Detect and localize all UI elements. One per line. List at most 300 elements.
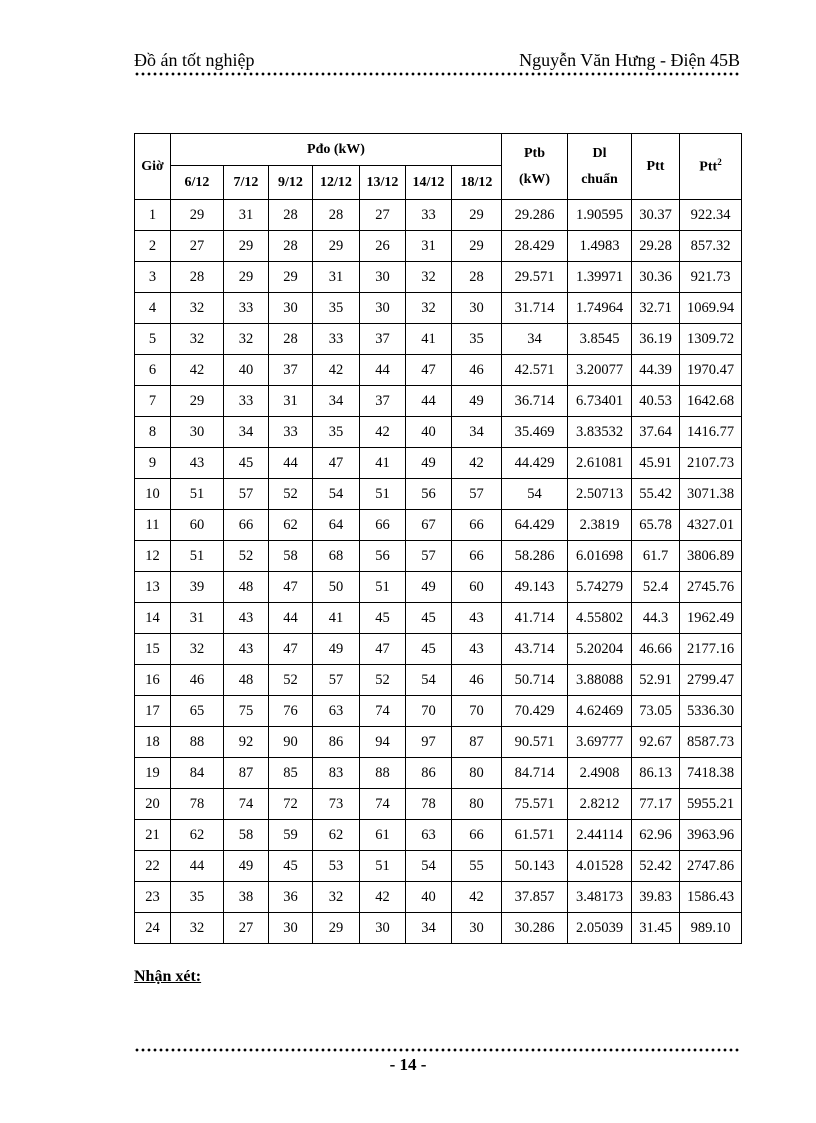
table-cell: 51 [360, 479, 406, 510]
table-row [135, 727, 742, 758]
table-cell: 1.4983 [568, 231, 632, 262]
table-cell: 41 [360, 448, 406, 479]
table-cell: 49.143 [502, 572, 568, 603]
table-cell: 66 [452, 510, 502, 541]
table-cell: 15 [135, 634, 171, 665]
table-cell: 84 [171, 758, 224, 789]
table-cell: 48 [224, 665, 269, 696]
table-cell: 29 [224, 262, 269, 293]
table-cell: 31.714 [502, 293, 568, 324]
table-row [135, 758, 742, 789]
table-cell: 5.20204 [568, 634, 632, 665]
table-cell: 42 [313, 355, 360, 386]
table-row [135, 634, 742, 665]
table-cell: 30 [360, 262, 406, 293]
table-cell: 34 [406, 913, 452, 944]
table-cell: 77.17 [632, 789, 680, 820]
table-cell: 30.36 [632, 262, 680, 293]
table-cell: 75.571 [502, 789, 568, 820]
table-cell: 54 [313, 479, 360, 510]
table-cell: 1586.43 [680, 882, 742, 913]
table-cell: 44 [360, 355, 406, 386]
table-cell: 2.4908 [568, 758, 632, 789]
table-cell: 5336.30 [680, 696, 742, 727]
table-cell: 7418.38 [680, 758, 742, 789]
table-cell: 66 [452, 541, 502, 572]
header-ptb-line2: (kW) [518, 171, 551, 187]
table-cell: 86 [406, 758, 452, 789]
table-cell: 21 [135, 820, 171, 851]
table-cell: 1069.94 [680, 293, 742, 324]
table-row [135, 789, 742, 820]
header-ptt2-label: Ptt [699, 159, 718, 175]
table-cell: 52 [269, 479, 313, 510]
table-cell: 73 [313, 789, 360, 820]
table-cell: 2107.73 [680, 448, 742, 479]
table-cell: 43 [452, 603, 502, 634]
table-cell: 29.571 [502, 262, 568, 293]
table-cell: 1.39971 [568, 262, 632, 293]
table-cell: 42 [360, 417, 406, 448]
table-cell: 35 [452, 324, 502, 355]
table-cell: 3.83532 [568, 417, 632, 448]
table-cell: 22 [135, 851, 171, 882]
header-date: 18/12 [452, 166, 502, 200]
table-cell: 34 [502, 324, 568, 355]
table-cell: 86 [313, 727, 360, 758]
table-cell: 66 [360, 510, 406, 541]
header-dl-line2: chuẩn [581, 171, 618, 187]
table-cell: 50.143 [502, 851, 568, 882]
table-cell: 94 [360, 727, 406, 758]
table-cell: 11 [135, 510, 171, 541]
table-cell: 40.53 [632, 386, 680, 417]
table-cell: 67 [406, 510, 452, 541]
table-cell: 57 [313, 665, 360, 696]
table-cell: 5955.21 [680, 789, 742, 820]
table-cell: 54 [406, 665, 452, 696]
table-cell: 40 [406, 417, 452, 448]
table-cell: 88 [360, 758, 406, 789]
table-cell: 44 [406, 386, 452, 417]
table-cell: 52 [360, 665, 406, 696]
table-cell: 44 [171, 851, 224, 882]
table-cell: 61.7 [632, 541, 680, 572]
table-cell: 41 [406, 324, 452, 355]
table-cell: 922.34 [680, 200, 742, 231]
table-cell: 59 [269, 820, 313, 851]
table-cell: 74 [360, 789, 406, 820]
table-cell: 18 [135, 727, 171, 758]
table-cell: 29 [171, 386, 224, 417]
table-cell: 75 [224, 696, 269, 727]
table-cell: 42 [452, 448, 502, 479]
table-cell: 62.96 [632, 820, 680, 851]
header-title: Đồ án tốt nghiệp [134, 50, 255, 70]
table-cell: 6.01698 [568, 541, 632, 572]
table-cell: 42 [171, 355, 224, 386]
table-cell: 857.32 [680, 231, 742, 262]
table-row [135, 200, 742, 231]
table-cell: 4.62469 [568, 696, 632, 727]
table-cell: 90 [269, 727, 313, 758]
header-dl-line1: Dl [592, 145, 607, 161]
table-cell: 32 [171, 293, 224, 324]
table-cell: 34 [224, 417, 269, 448]
table-cell: 35 [171, 882, 224, 913]
table-cell: 37.857 [502, 882, 568, 913]
table-cell: 989.10 [680, 913, 742, 944]
table-cell: 14 [135, 603, 171, 634]
table-cell: 5.74279 [568, 572, 632, 603]
table-cell: 54 [502, 479, 568, 510]
table-row [135, 448, 742, 479]
table-cell: 7 [135, 386, 171, 417]
table-cell: 87 [224, 758, 269, 789]
table-cell: 29 [224, 231, 269, 262]
table-cell: 41.714 [502, 603, 568, 634]
table-cell: 92.67 [632, 727, 680, 758]
table-cell: 23 [135, 882, 171, 913]
table-cell: 51 [360, 572, 406, 603]
table-row [135, 262, 742, 293]
table-cell: 39.83 [632, 882, 680, 913]
table-cell: 45 [406, 634, 452, 665]
header-hour: Giờ [135, 134, 171, 200]
table-cell: 24 [135, 913, 171, 944]
header-ptt2 [680, 134, 742, 200]
table-cell: 30.37 [632, 200, 680, 231]
table-cell: 42 [360, 882, 406, 913]
table-cell: 46 [452, 355, 502, 386]
table-cell: 28.429 [502, 231, 568, 262]
header-dotted-rule [134, 72, 740, 76]
table-cell: 61 [360, 820, 406, 851]
table-cell: 49 [452, 386, 502, 417]
table-cell: 50 [313, 572, 360, 603]
table-cell: 97 [406, 727, 452, 758]
table-cell: 3071.38 [680, 479, 742, 510]
header-measured-power: Pđo (kW) [171, 134, 502, 166]
table-cell: 76 [269, 696, 313, 727]
table-cell: 62 [269, 510, 313, 541]
page-number: - 14 - [389, 1055, 427, 1074]
table-cell: 2747.86 [680, 851, 742, 882]
table-cell: 28 [269, 200, 313, 231]
table-cell: 43 [224, 603, 269, 634]
table-cell: 9 [135, 448, 171, 479]
table-cell: 47 [360, 634, 406, 665]
table-cell: 44.3 [632, 603, 680, 634]
table-cell: 30.286 [502, 913, 568, 944]
table-cell: 63 [313, 696, 360, 727]
table-cell: 30 [360, 913, 406, 944]
table-cell: 66 [224, 510, 269, 541]
table-cell: 3.48173 [568, 882, 632, 913]
header-date: 7/12 [224, 166, 269, 200]
table-cell: 27 [171, 231, 224, 262]
table-row [135, 851, 742, 882]
header-date: 9/12 [269, 166, 313, 200]
table-cell: 4327.01 [680, 510, 742, 541]
table-cell: 3806.89 [680, 541, 742, 572]
table-cell: 36 [269, 882, 313, 913]
table-cell: 31 [269, 386, 313, 417]
table-cell: 32 [171, 913, 224, 944]
table-cell: 33 [313, 324, 360, 355]
table-cell: 28 [313, 200, 360, 231]
table-cell: 49 [406, 448, 452, 479]
table-cell: 35.469 [502, 417, 568, 448]
table-cell: 45 [406, 603, 452, 634]
table-cell: 1416.77 [680, 417, 742, 448]
table-cell: 28 [269, 324, 313, 355]
load-measurement-table [134, 133, 742, 944]
table-cell: 921.73 [680, 262, 742, 293]
table-cell: 80 [452, 789, 502, 820]
table-cell: 47 [406, 355, 452, 386]
table-cell: 70.429 [502, 696, 568, 727]
table-cell: 37 [360, 386, 406, 417]
table-cell: 6.73401 [568, 386, 632, 417]
remark-label: Nhận xét: [134, 968, 202, 985]
table-cell: 43 [224, 634, 269, 665]
table-cell: 31.45 [632, 913, 680, 944]
table-cell: 2.50713 [568, 479, 632, 510]
table-cell: 4.01528 [568, 851, 632, 882]
table-cell: 3.8545 [568, 324, 632, 355]
table-cell: 44 [269, 603, 313, 634]
table-cell: 47 [269, 572, 313, 603]
table-cell: 28 [269, 231, 313, 262]
table-cell: 4.55802 [568, 603, 632, 634]
table-cell: 31 [171, 603, 224, 634]
table-cell: 39 [171, 572, 224, 603]
table-cell: 73.05 [632, 696, 680, 727]
table-cell: 44.429 [502, 448, 568, 479]
table-cell: 28 [452, 262, 502, 293]
table-cell: 62 [171, 820, 224, 851]
table-cell: 42 [452, 882, 502, 913]
table-cell: 37 [269, 355, 313, 386]
footer-dotted-rule [134, 1048, 740, 1052]
table-cell: 3.88088 [568, 665, 632, 696]
table-row [135, 696, 742, 727]
table-cell: 32 [406, 262, 452, 293]
table-cell: 64 [313, 510, 360, 541]
table-cell: 19 [135, 758, 171, 789]
header-ptb [502, 134, 568, 200]
table-cell: 49 [224, 851, 269, 882]
table-cell: 70 [452, 696, 502, 727]
table-cell: 45 [269, 851, 313, 882]
table-cell: 6 [135, 355, 171, 386]
table-cell: 48 [224, 572, 269, 603]
table-cell: 30 [269, 293, 313, 324]
table-row [135, 417, 742, 448]
table-cell: 90.571 [502, 727, 568, 758]
table-row [135, 510, 742, 541]
table-cell: 2745.76 [680, 572, 742, 603]
table-cell: 8 [135, 417, 171, 448]
table-cell: 35 [313, 417, 360, 448]
table-row [135, 665, 742, 696]
table-cell: 45 [224, 448, 269, 479]
table-row [135, 293, 742, 324]
table-cell: 86.13 [632, 758, 680, 789]
table-cell: 74 [360, 696, 406, 727]
table-cell: 1642.68 [680, 386, 742, 417]
table-cell: 78 [171, 789, 224, 820]
table-cell: 27 [360, 200, 406, 231]
table-cell: 46 [452, 665, 502, 696]
table-row [135, 231, 742, 262]
table-cell: 36.714 [502, 386, 568, 417]
table-cell: 1.90595 [568, 200, 632, 231]
table-cell: 57 [224, 479, 269, 510]
table-cell: 68 [313, 541, 360, 572]
table-row [135, 386, 742, 417]
table-cell: 3.20077 [568, 355, 632, 386]
table-cell: 30 [171, 417, 224, 448]
table-cell: 85 [269, 758, 313, 789]
table-cell: 2.61081 [568, 448, 632, 479]
page-header [134, 46, 740, 72]
table-cell: 58 [269, 541, 313, 572]
table-cell: 61.571 [502, 820, 568, 851]
table-cell: 57 [452, 479, 502, 510]
table-row [135, 479, 742, 510]
table-cell: 42.571 [502, 355, 568, 386]
table-cell: 1.74964 [568, 293, 632, 324]
table-cell: 33 [224, 293, 269, 324]
header-date: 13/12 [360, 166, 406, 200]
table-cell: 47 [313, 448, 360, 479]
table-cell: 35 [313, 293, 360, 324]
header-ptt: Ptt [632, 134, 680, 200]
table-row [135, 882, 742, 913]
table-cell: 52 [224, 541, 269, 572]
table-cell: 2.44114 [568, 820, 632, 851]
table-cell: 32 [224, 324, 269, 355]
table-cell: 5 [135, 324, 171, 355]
table-cell: 49 [313, 634, 360, 665]
table-cell: 80 [452, 758, 502, 789]
header-author: Nguyễn Văn Hưng - Điện 45B [519, 50, 740, 70]
table-cell: 20 [135, 789, 171, 820]
table-cell: 51 [360, 851, 406, 882]
table-cell: 33 [406, 200, 452, 231]
table-cell: 31 [224, 200, 269, 231]
table-cell: 4 [135, 293, 171, 324]
table-cell: 60 [452, 572, 502, 603]
table-cell: 65 [171, 696, 224, 727]
table-row [135, 541, 742, 572]
table-cell: 60 [171, 510, 224, 541]
table-cell: 51 [171, 479, 224, 510]
table-cell: 51 [171, 541, 224, 572]
table-cell: 8587.73 [680, 727, 742, 758]
table-cell: 29 [269, 262, 313, 293]
table-cell: 84.714 [502, 758, 568, 789]
table-cell: 30 [269, 913, 313, 944]
table-cell: 2 [135, 231, 171, 262]
table-cell: 16 [135, 665, 171, 696]
table-cell: 36.19 [632, 324, 680, 355]
table-cell: 2.3819 [568, 510, 632, 541]
table-cell: 29 [313, 231, 360, 262]
table-row [135, 572, 742, 603]
table-cell: 56 [406, 479, 452, 510]
table-cell: 62 [313, 820, 360, 851]
table-cell: 28 [171, 262, 224, 293]
table-cell: 63 [406, 820, 452, 851]
table-row [135, 324, 742, 355]
table-cell: 74 [224, 789, 269, 820]
table-cell: 1309.72 [680, 324, 742, 355]
table-cell: 33 [269, 417, 313, 448]
table-cell: 44 [269, 448, 313, 479]
table-cell: 44.39 [632, 355, 680, 386]
table-cell: 41 [313, 603, 360, 634]
table-cell: 2.05039 [568, 913, 632, 944]
table-cell: 2177.16 [680, 634, 742, 665]
table-cell: 43 [171, 448, 224, 479]
table-cell: 30 [360, 293, 406, 324]
table-cell: 2.8212 [568, 789, 632, 820]
table-cell: 27 [224, 913, 269, 944]
table-cell: 3 [135, 262, 171, 293]
table-cell: 31 [406, 231, 452, 262]
table-cell: 30 [452, 913, 502, 944]
table-cell: 87 [452, 727, 502, 758]
table-cell: 12 [135, 541, 171, 572]
table-cell: 83 [313, 758, 360, 789]
table-cell: 49 [406, 572, 452, 603]
table-row [135, 820, 742, 851]
table-cell: 70 [406, 696, 452, 727]
table-cell: 3963.96 [680, 820, 742, 851]
table-cell: 40 [406, 882, 452, 913]
table-cell: 1962.49 [680, 603, 742, 634]
table-cell: 78 [406, 789, 452, 820]
table-cell: 47 [269, 634, 313, 665]
table-row [135, 355, 742, 386]
table-cell: 57 [406, 541, 452, 572]
table-row [135, 603, 742, 634]
table-cell: 46.66 [632, 634, 680, 665]
table-cell: 32 [406, 293, 452, 324]
table-cell: 2799.47 [680, 665, 742, 696]
table-cell: 17 [135, 696, 171, 727]
table-cell: 52 [269, 665, 313, 696]
table-cell: 88 [171, 727, 224, 758]
table-cell: 32 [171, 324, 224, 355]
header-date: 12/12 [313, 166, 360, 200]
table-cell: 52.91 [632, 665, 680, 696]
table-cell: 29.28 [632, 231, 680, 262]
table-cell: 43 [452, 634, 502, 665]
table-cell: 1 [135, 200, 171, 231]
table-cell: 29.286 [502, 200, 568, 231]
table-cell: 1970.47 [680, 355, 742, 386]
table-cell: 32 [171, 634, 224, 665]
table-cell: 3.69777 [568, 727, 632, 758]
table-cell: 54 [406, 851, 452, 882]
table-cell: 29 [313, 913, 360, 944]
table-cell: 13 [135, 572, 171, 603]
table-cell: 58 [224, 820, 269, 851]
